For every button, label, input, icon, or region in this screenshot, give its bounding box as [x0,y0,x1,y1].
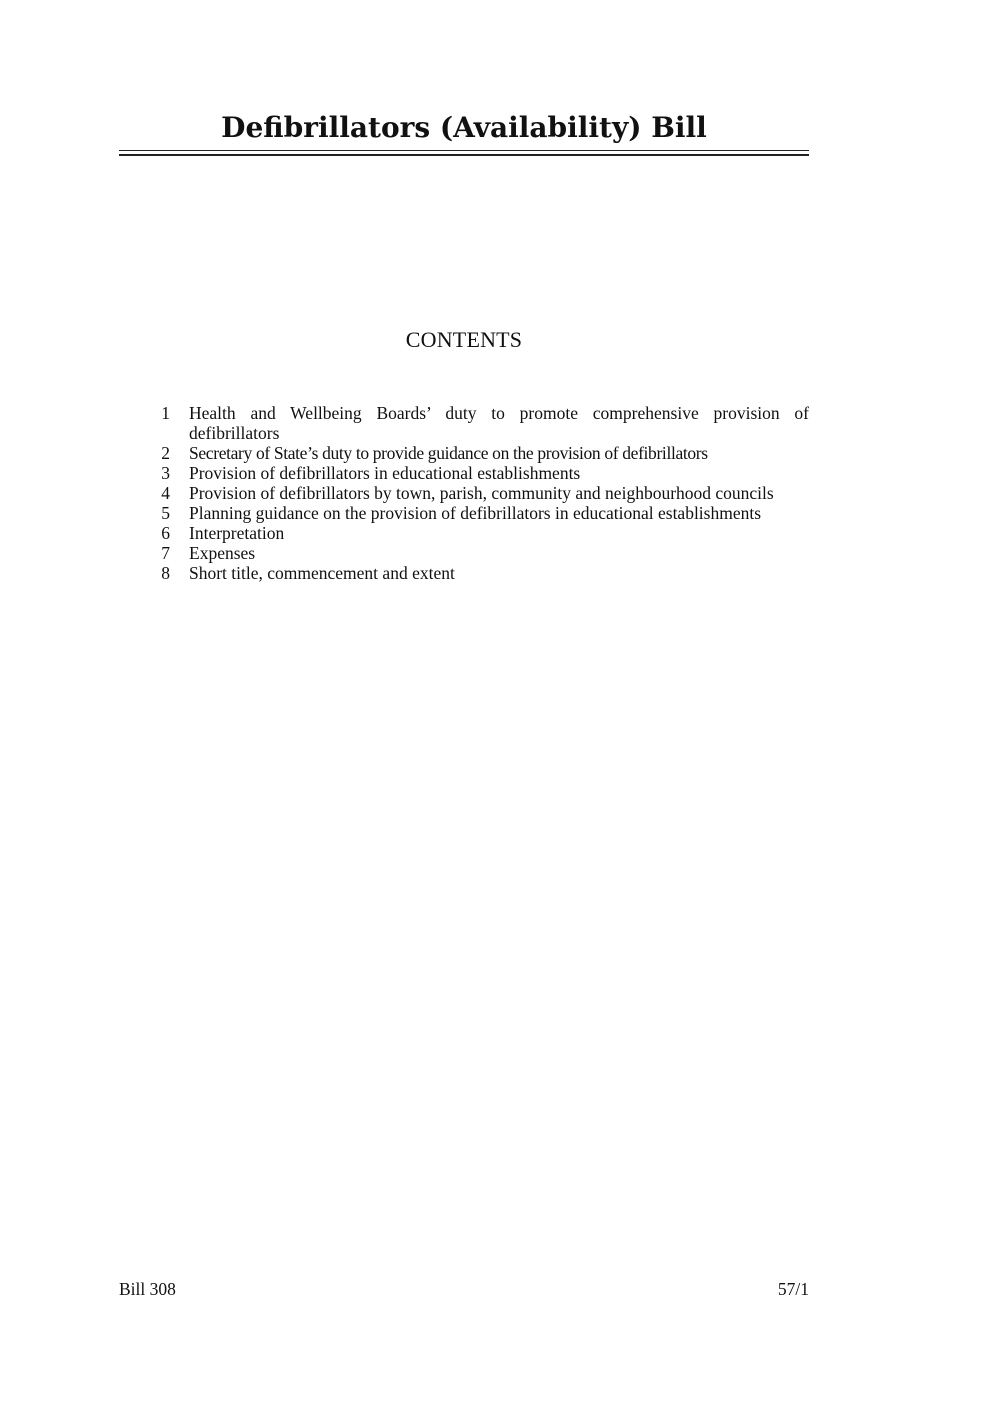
toc-text: Interpretation [189,523,285,543]
toc-item [150,443,809,463]
toc-number: 1 [161,403,170,423]
toc-number: 4 [161,483,170,503]
toc-item [150,523,809,543]
toc-text: Expenses [189,543,256,563]
toc-number: 2 [161,443,170,463]
toc-text: Planning guidance on the provision of defibrillators in educational establishments [189,503,762,523]
toc-item [150,463,809,483]
document-title: Defibrillators (Availability) Bill [221,111,707,144]
toc-text: Provision of defibrillators by town, parish, community and neighbourhood councils [189,483,774,503]
toc-number: 7 [161,543,170,563]
footer-session-ref: 57/1 [777,1279,809,1299]
toc-number: 5 [161,503,170,523]
contents-heading: CONTENTS [405,327,523,352]
toc-text: Provision of defibrillators in educational establishments [189,463,581,483]
toc-item [150,403,809,443]
toc-number: 3 [161,463,170,483]
toc-item [150,503,809,523]
toc-item [150,563,809,583]
table-of-contents [150,403,809,583]
toc-text: Short title, commencement and extent [189,563,455,583]
toc-item [150,543,809,563]
toc-text: Secretary of State’s duty to provide guidance on the provision of defibrillators [189,443,708,463]
title-rule-thick [119,154,809,156]
title-rule-thin [119,150,809,151]
toc-number: 6 [161,523,170,543]
toc-number: 8 [161,563,170,583]
footer-bill-number: Bill 308 [119,1279,176,1299]
toc-text: Health and Wellbeing Boards’ duty to promote comprehensive provision of defibrillators [189,403,809,443]
toc-item [150,483,809,503]
